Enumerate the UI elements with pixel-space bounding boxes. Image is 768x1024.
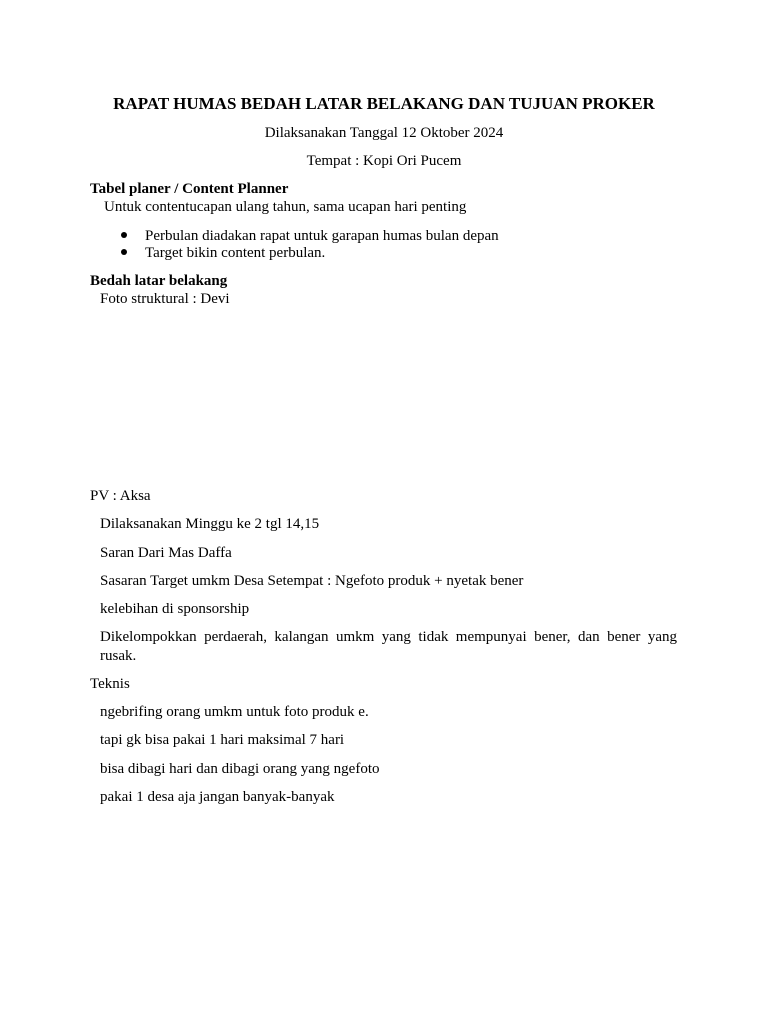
list-item-text: Target bikin content perbulan. — [145, 245, 326, 261]
pv-line: Dikelompokkan perdaerah, kalangan umkm yang tidak mempunyai bener, dan bener yang rusak. — [100, 629, 677, 664]
place-line: Tempat : Kopi Ori Pucem — [306, 153, 462, 169]
background-heading: Bedah latar belakang — [90, 273, 228, 289]
pv-line: Sasaran Target umkm Desa Setempat : Ngefoto produk + nyetak bener — [100, 573, 524, 589]
teknis-heading: Teknis — [90, 676, 130, 692]
list-item-text: Perbulan diadakan rapat untuk garapan humas bulan depan — [145, 228, 499, 244]
photo-line: Foto struktural : Devi — [100, 291, 230, 307]
bullet-icon — [121, 249, 127, 255]
pv-line: Saran Dari Mas Daffa — [100, 545, 232, 561]
teknis-line: ngebrifing orang umkm untuk foto produk e. — [100, 704, 369, 720]
teknis-line: pakai 1 desa aja jangan banyak-banyak — [100, 789, 335, 805]
planner-note: Untuk contentucapan ulang tahun, sama ucapan hari penting — [104, 199, 467, 215]
pv-line: kelebihan di sponsorship — [100, 601, 250, 617]
teknis-line: bisa dibagi hari dan dibagi orang yang ngefoto — [100, 761, 380, 777]
pv-line: Dilaksanakan Minggu ke 2 tgl 14,15 — [100, 516, 320, 532]
date-line: Dilaksanakan Tanggal 12 Oktober 2024 — [264, 125, 504, 141]
document-title: RAPAT HUMAS BEDAH LATAR BELAKANG DAN TUJUAN PROKER — [113, 94, 655, 113]
teknis-line: tapi gk bisa pakai 1 hari maksimal 7 hari — [100, 732, 345, 748]
pv-heading: PV : Aksa — [90, 488, 151, 504]
planner-heading: Tabel planer / Content Planner — [90, 181, 289, 197]
bullet-icon — [121, 232, 127, 238]
